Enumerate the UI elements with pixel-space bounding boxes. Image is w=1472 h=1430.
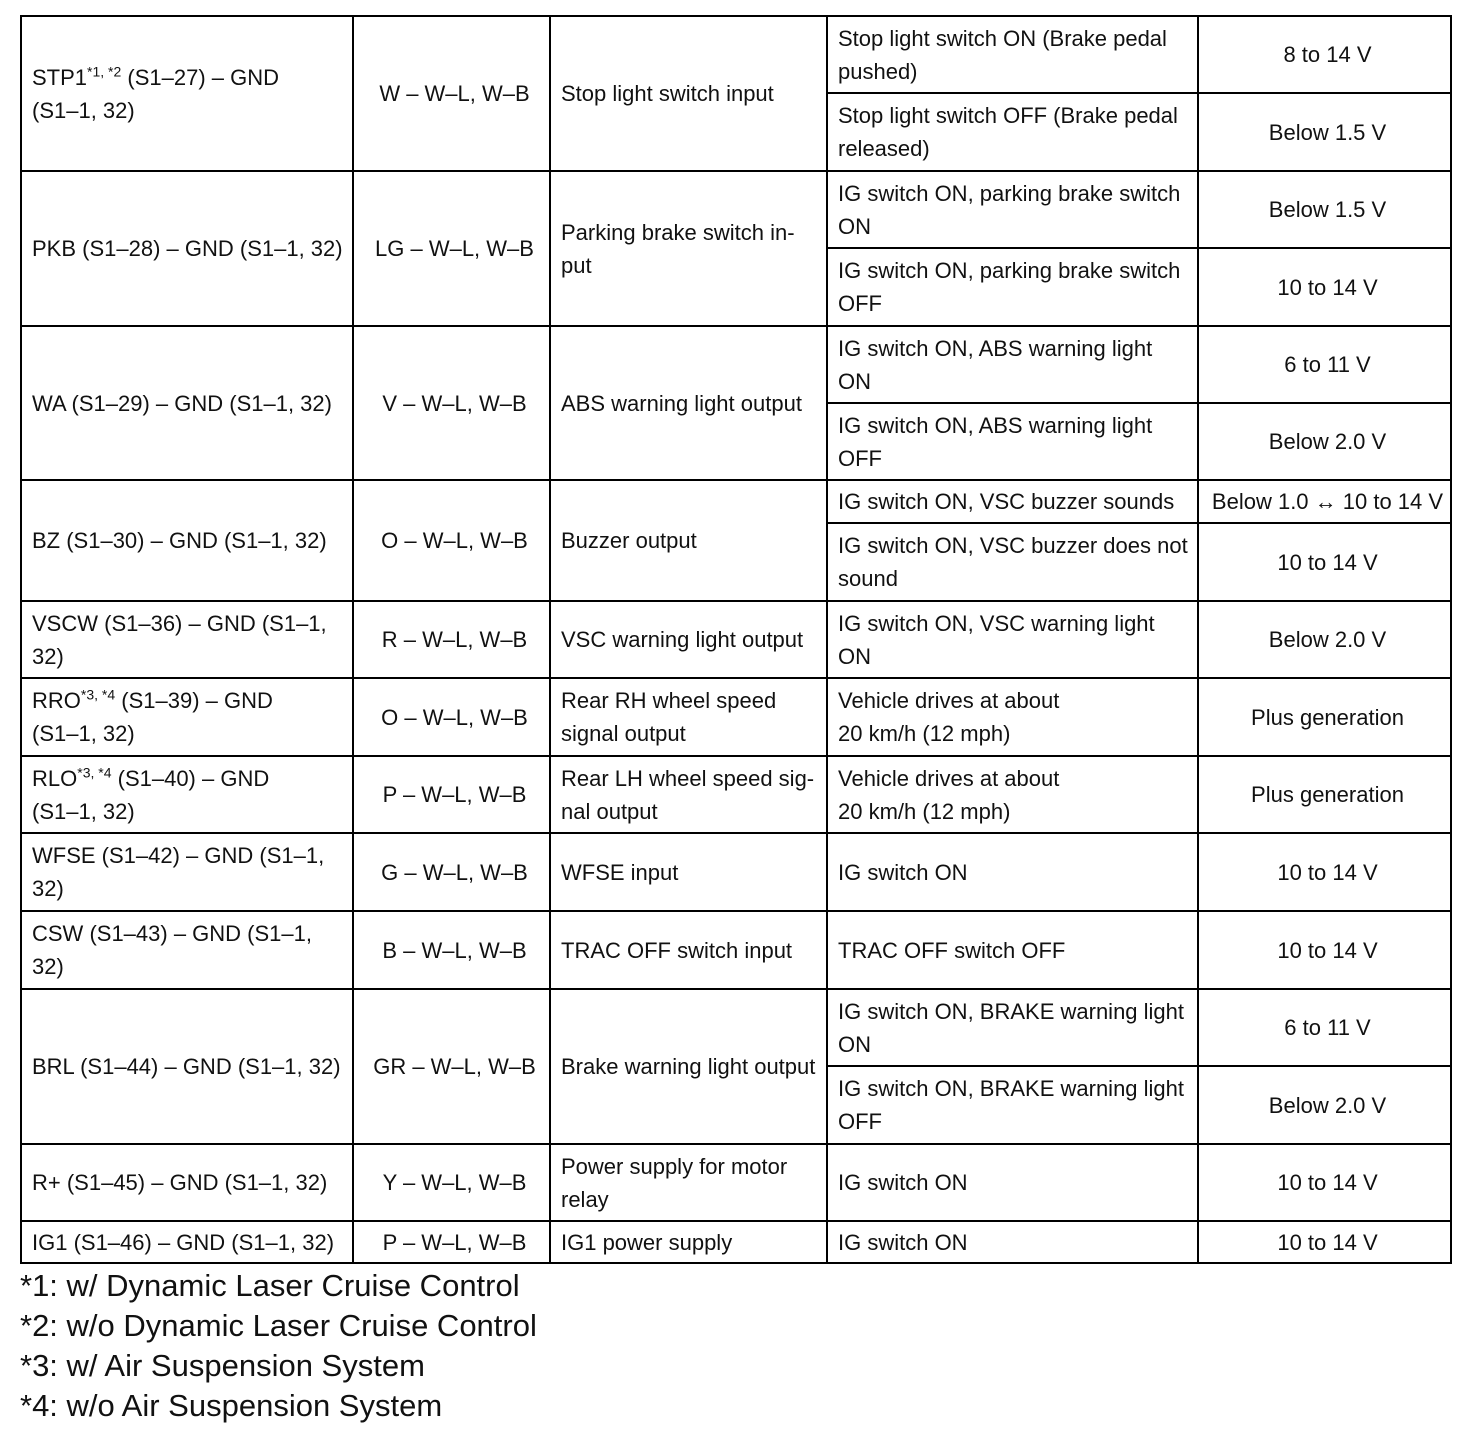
terminal-name: RRO bbox=[32, 688, 81, 713]
terminal-voltage-table bbox=[20, 15, 1452, 1264]
table-row bbox=[21, 678, 1451, 756]
specified-condition-cell: 10 to 14 V bbox=[1198, 911, 1451, 989]
description-cell: Stop light switch input bbox=[550, 16, 827, 171]
condition-cell: TRAC OFF switch OFF bbox=[827, 911, 1198, 989]
wire-color-cell: W – W–L, W–B bbox=[353, 16, 550, 171]
footnotes bbox=[20, 1266, 537, 1426]
wire-color-cell: G – W–L, W–B bbox=[353, 833, 550, 911]
condition-cell: IG switch ON, parking brake switch OFF bbox=[827, 248, 1198, 326]
specified-condition-cell: 10 to 14 V bbox=[1198, 833, 1451, 911]
specified-condition-cell: Below 2.0 V bbox=[1198, 1066, 1451, 1144]
wire-color-cell: R – W–L, W–B bbox=[353, 601, 550, 678]
condition-cell: IG switch ON, BRAKE warning light ON bbox=[827, 989, 1198, 1066]
specified-condition-cell: 10 to 14 V bbox=[1198, 248, 1451, 326]
specified-condition-cell: Plus generation bbox=[1198, 678, 1451, 756]
table-row bbox=[21, 756, 1451, 833]
wire-color-cell: P – W–L, W–B bbox=[353, 1221, 550, 1263]
footnote-reference: *3, *4 bbox=[77, 764, 112, 781]
wire-color-cell: LG – W–L, W–B bbox=[353, 171, 550, 326]
wire-color-cell: O – W–L, W–B bbox=[353, 678, 550, 756]
specified-condition-cell: 10 to 14 V bbox=[1198, 523, 1451, 601]
condition-cell: IG switch ON, parking brake switch ON bbox=[827, 171, 1198, 248]
specified-condition-cell: Below 2.0 V bbox=[1198, 403, 1451, 480]
footnote: *4: w/o Air Suspension System bbox=[20, 1388, 443, 1423]
terminal-name: STP1 bbox=[32, 64, 88, 90]
specified-condition-cell: Plus generation bbox=[1198, 756, 1451, 833]
footnote: *2: w/o Dynamic Laser Cruise Control bbox=[20, 1308, 537, 1343]
terminal-cell: VSCW (S1–36) – GND (S1–1, 32) bbox=[21, 601, 353, 678]
terminal-cell: BZ (S1–30) – GND (S1–1, 32) bbox=[21, 480, 353, 601]
terminal-cell: PKB (S1–28) – GND (S1–1, 32) bbox=[21, 171, 353, 326]
description-cell: Buzzer output bbox=[550, 480, 827, 601]
description-cell: IG1 power supply bbox=[550, 1221, 827, 1263]
table-row bbox=[21, 1221, 1451, 1263]
terminal-cell: BRL (S1–44) – GND (S1–1, 32) bbox=[21, 989, 353, 1144]
terminal-cell: CSW (S1–43) – GND (S1–1, 32) bbox=[21, 911, 353, 989]
footnote-reference: *1, *2 bbox=[87, 63, 122, 80]
condition-cell: IG switch ON, BRAKE warning light OFF bbox=[827, 1066, 1198, 1144]
specified-condition-cell: 6 to 11 V bbox=[1198, 326, 1451, 403]
specified-condition-cell: Below 2.0 V bbox=[1198, 601, 1451, 678]
description-cell: TRAC OFF switch input bbox=[550, 911, 827, 989]
table-row bbox=[21, 833, 1451, 911]
specified-condition-cell: 10 to 14 V bbox=[1198, 1144, 1451, 1221]
description-cell: Parking brake switch in- put bbox=[550, 171, 827, 326]
footnote-reference: *3, *4 bbox=[80, 686, 116, 703]
specified-condition-cell: 8 to 14 V bbox=[1198, 16, 1451, 93]
wire-color-cell: O – W–L, W–B bbox=[353, 480, 550, 601]
table-row bbox=[21, 171, 1451, 248]
condition-cell: Vehicle drives at about 20 km/h (12 mph) bbox=[827, 678, 1198, 756]
wire-color-cell: V – W–L, W–B bbox=[353, 326, 550, 480]
table-row bbox=[21, 16, 1451, 93]
description-cell: Brake warning light output bbox=[550, 989, 827, 1144]
description-cell: WFSE input bbox=[550, 833, 827, 911]
condition-cell: IG switch ON, VSC buzzer does not sound bbox=[827, 523, 1198, 601]
condition-cell: IG switch ON bbox=[827, 1144, 1198, 1221]
condition-cell: Stop light switch ON (Brake pedal pushed) bbox=[827, 16, 1198, 93]
wire-color-cell: B – W–L, W–B bbox=[353, 911, 550, 989]
terminal-pins: (S1–40) – GND (S1–1, 32) bbox=[32, 765, 270, 824]
description-cell: Power supply for motor relay bbox=[550, 1144, 827, 1221]
condition-cell: IG switch ON, VSC buzzer sounds bbox=[827, 480, 1198, 523]
condition-cell: IG switch ON, VSC warning light ON bbox=[827, 601, 1198, 678]
condition-cell: Vehicle drives at about 20 km/h (12 mph) bbox=[827, 756, 1198, 833]
table-row bbox=[21, 480, 1451, 523]
specified-condition-cell: Below 1.5 V bbox=[1198, 93, 1451, 171]
footnote: *3: w/ Air Suspension System bbox=[20, 1348, 425, 1383]
terminal-name: RLO bbox=[32, 765, 78, 791]
description-cell: VSC warning light output bbox=[550, 601, 827, 678]
specified-condition-cell: Below 1.0 ↔ 10 to 14 V bbox=[1198, 480, 1451, 523]
terminal-pins: (S1–27) – GND (S1–1, 32) bbox=[32, 64, 280, 123]
specified-condition-cell: 6 to 11 V bbox=[1198, 989, 1451, 1066]
terminal-cell bbox=[21, 678, 353, 756]
footnote: *1: w/ Dynamic Laser Cruise Control bbox=[20, 1268, 520, 1303]
wire-color-cell: P – W–L, W–B bbox=[353, 756, 550, 833]
table-row bbox=[21, 601, 1451, 678]
condition-cell: IG switch ON, ABS warning light OFF bbox=[827, 403, 1198, 480]
description-cell: Rear RH wheel speed signal output bbox=[550, 678, 827, 756]
table-row bbox=[21, 1144, 1451, 1221]
condition-cell: IG switch ON bbox=[827, 1221, 1198, 1263]
terminal-cell: IG1 (S1–46) – GND (S1–1, 32) bbox=[21, 1221, 353, 1263]
terminal-cell: WFSE (S1–42) – GND (S1–1, 32) bbox=[21, 833, 353, 911]
wire-color-cell: Y – W–L, W–B bbox=[353, 1144, 550, 1221]
terminal-pins: (S1–39) – GND (S1–1, 32) bbox=[32, 688, 273, 746]
condition-cell: IG switch ON bbox=[827, 833, 1198, 911]
specified-condition-cell: 10 to 14 V bbox=[1198, 1221, 1451, 1263]
table-row bbox=[21, 989, 1451, 1066]
terminal-cell bbox=[21, 16, 353, 171]
terminal-cell bbox=[21, 756, 353, 833]
terminal-cell: R+ (S1–45) – GND (S1–1, 32) bbox=[21, 1144, 353, 1221]
condition-cell: Stop light switch OFF (Brake pedal released) bbox=[827, 93, 1198, 171]
condition-cell: IG switch ON, ABS warning light ON bbox=[827, 326, 1198, 403]
table-row bbox=[21, 326, 1451, 403]
description-cell: ABS warning light output bbox=[550, 326, 827, 480]
table-row bbox=[21, 911, 1451, 989]
wire-color-cell: GR – W–L, W–B bbox=[353, 989, 550, 1144]
specified-condition-cell: Below 1.5 V bbox=[1198, 171, 1451, 248]
terminal-cell: WA (S1–29) – GND (S1–1, 32) bbox=[21, 326, 353, 480]
description-cell: Rear LH wheel speed sig- nal output bbox=[550, 756, 827, 833]
